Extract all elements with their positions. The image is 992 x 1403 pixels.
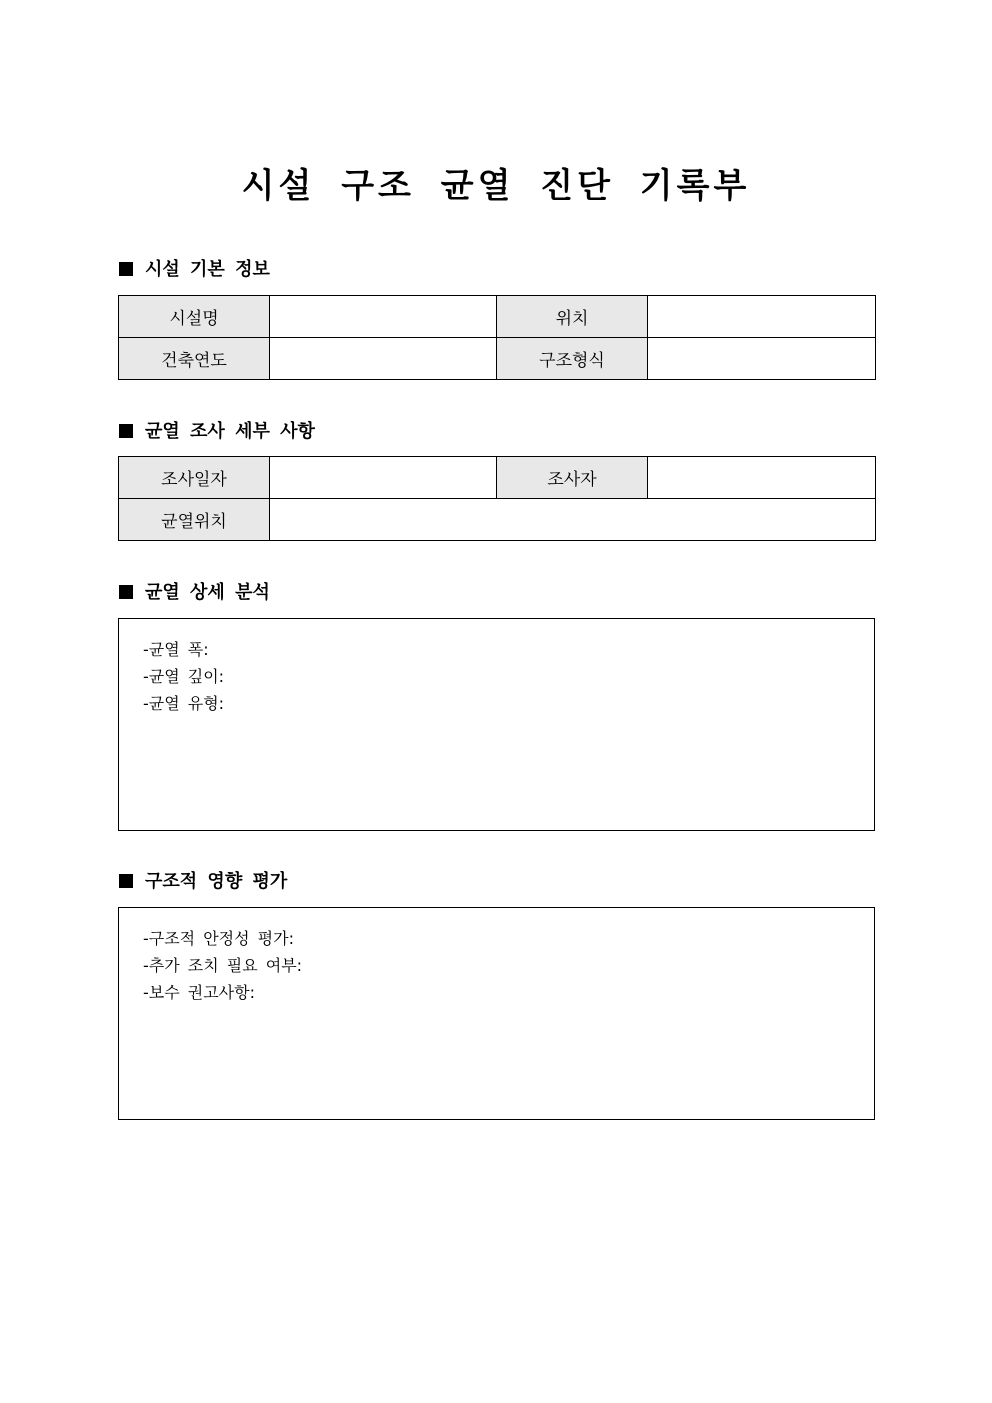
location-field[interactable] [648, 296, 876, 338]
surveyor-label: 조사자 [497, 457, 648, 499]
survey-date-field[interactable] [270, 457, 497, 499]
section-heading-text: 구조적 영향 평가 [145, 871, 288, 892]
section-heading-basic-info [119, 258, 270, 282]
basic-info-table [118, 295, 876, 380]
additional-action-line: -추가 조치 필요 여부: [143, 956, 303, 975]
crack-depth-line: -균열 깊이: [143, 667, 225, 686]
crack-analysis-box[interactable] [118, 618, 875, 831]
crack-location-field[interactable] [270, 499, 876, 541]
location-label: 위치 [497, 296, 648, 338]
document-title: 시설 구조 균열 진단 기록부 [241, 166, 751, 206]
survey-details-table [118, 456, 876, 541]
square-bullet-icon [119, 424, 133, 438]
square-bullet-icon [119, 262, 133, 276]
section-heading-structural-impact [119, 870, 287, 894]
surveyor-field[interactable] [648, 457, 876, 499]
construction-year-field[interactable] [270, 338, 497, 380]
crack-type-line: -균열 유형: [143, 694, 225, 713]
square-bullet-icon [119, 874, 133, 888]
section-heading-crack-analysis [119, 581, 270, 605]
survey-date-label: 조사일자 [119, 457, 270, 499]
structure-type-field[interactable] [648, 338, 876, 380]
structure-type-label: 구조형식 [497, 338, 648, 380]
section-heading-text: 균열 상세 분석 [145, 582, 270, 603]
crack-width-line: -균열 폭: [143, 640, 209, 659]
structural-impact-box[interactable] [118, 907, 875, 1120]
crack-location-label: 균열위치 [119, 499, 270, 541]
section-heading-text: 시설 기본 정보 [145, 259, 270, 280]
section-heading-text: 균열 조사 세부 사항 [145, 421, 315, 442]
construction-year-label: 건축연도 [119, 338, 270, 380]
stability-assessment-line: -구조적 안정성 평가: [143, 929, 294, 948]
section-heading-survey-details [119, 420, 315, 444]
table-row [119, 457, 876, 499]
table-row [119, 499, 876, 541]
repair-recommendation-line: -보수 권고사항: [143, 983, 255, 1002]
table-row [119, 338, 876, 380]
square-bullet-icon [119, 585, 133, 599]
facility-name-label: 시설명 [119, 296, 270, 338]
table-row [119, 296, 876, 338]
facility-name-field[interactable] [270, 296, 497, 338]
